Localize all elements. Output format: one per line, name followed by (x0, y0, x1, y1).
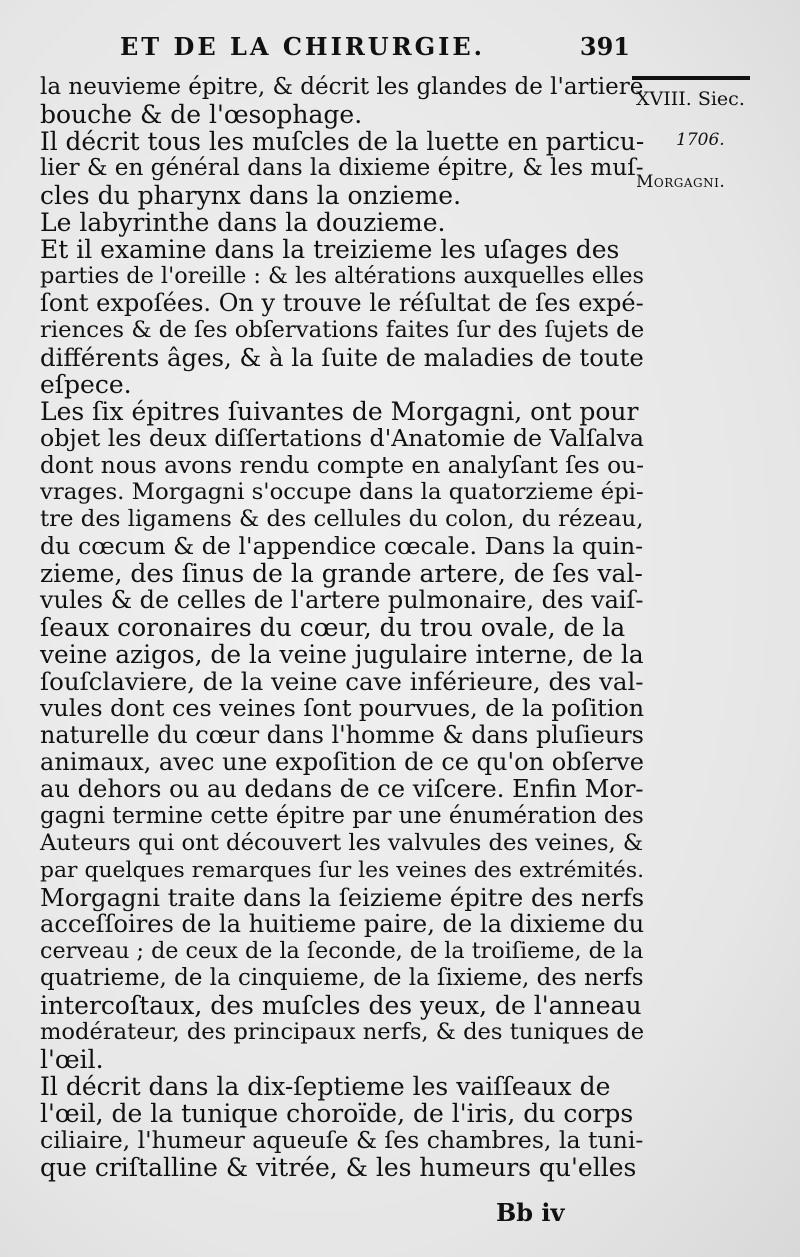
text-line: Il décrit dans la dix-ſeptieme les vaiſſeaux de (40, 1072, 611, 1101)
text-line: lier & en général dans la dixieme épitre, & les muſ- (40, 155, 644, 181)
text-line: intercoſtaux, des muſcles des yeux, de l'anneau (40, 991, 642, 1020)
margin-rule (632, 76, 750, 80)
text-line: cles du pharynx dans la onzieme. (40, 181, 462, 210)
text-line: au dehors ou au dedans de ce viſcere. Enfin Mor- (40, 775, 644, 803)
text-line: bouche & de l'œsophage. (40, 100, 363, 129)
text-line: parties de l'oreille : & les altérations auxquelles elles (40, 263, 644, 289)
text-line: du cœcum & de l'appendice cœcale. Dans la quin- (40, 532, 644, 560)
text-line: Le labyrinthe dans la douzieme. (40, 208, 446, 237)
text-line: tre des ligamens & des cellules du colon, du rézeau, (40, 506, 644, 532)
page-number: 391 (579, 32, 630, 61)
text-line: modérateur, des principaux nerfs, & des tuniques de (40, 1019, 645, 1045)
text-line: la neuvieme épitre, & décrit les glandes de l'artiere (40, 74, 644, 100)
text-line: acceſſoires de la huitieme paire, de la dixieme du (40, 910, 645, 938)
text-line: Il décrit tous les muſcles de la luette en particu- (40, 127, 645, 156)
text-line: ſont expoſées. On y trouve le réſultat de ſes expé- (40, 289, 644, 317)
text-line: riences & de ſes obſervations faites ſur des ſujets de (40, 317, 645, 343)
text-line: cerveau ; de ceux de la ſeconde, de la troiſieme, de la (40, 938, 644, 964)
text-line: Et il examine dans la treizieme les uſages des (40, 235, 620, 264)
text-line: eſpece. (40, 370, 132, 399)
text-line: par quelques remarques ſur les veines des extrémités. (40, 858, 645, 883)
text-line: que criſtalline & vitrée, & les humeurs qu'elles (40, 1153, 637, 1182)
page-header (120, 32, 630, 66)
margin-note-author: Morgagni. (636, 172, 726, 192)
text-line: zieme, des ſinus de la grande artere, de ſes val- (40, 559, 643, 588)
text-line: Auteurs qui ont découvert les valvules des veines, & (40, 830, 644, 856)
margin-note-century: XVIII. Siec. (636, 88, 745, 110)
text-line: ciliaire, l'humeur aqueuſe & ſes chambres, la tuni- (40, 1126, 644, 1154)
text-line: l'œil, de la tunique choroïde, de l'iris, du corps (40, 1099, 634, 1128)
text-line: vrages. Morgagni s'occupe dans la quatorzieme épi- (40, 479, 644, 505)
text-line: gagni termine cette épitre par une énumération des (40, 803, 644, 829)
text-line: Les ſix épitres ſuivantes de Morgagni, ont pour (40, 397, 639, 426)
text-line: Morgagni traite dans la ſeizieme épitre des nerfs (40, 883, 645, 912)
catchword: Bb iv (496, 1198, 565, 1227)
text-line: l'œil. (40, 1045, 104, 1074)
text-line: naturelle du cœur dans l'homme & dans pluſieurs (40, 721, 644, 749)
text-line: quatrieme, de la cinquieme, de la ſixieme, des nerfs (40, 965, 644, 991)
text-line: vules & de celles de l'artere pulmonaire, des vaiſ- (40, 586, 644, 614)
text-line: animaux, avec une expoſition de ce qu'on obſerve (40, 748, 644, 776)
text-line: ſouſclaviere, de la veine cave inférieure, des val- (40, 667, 644, 696)
text-line: veine azigos, de la veine jugulaire interne, de la (40, 640, 644, 669)
text-line: vules dont ces veines ſont pourvues, de la poſition (40, 694, 645, 722)
body-text (40, 74, 644, 1181)
text-line: objet les deux diſſertations d'Anatomie de Valſalva (40, 424, 645, 452)
text-line: ſeaux coronaires du cœur, du trou ovale, de la (40, 613, 626, 642)
running-head: ET DE LA CHIRURGIE. (120, 32, 486, 61)
margin-note-year: 1706. (676, 130, 725, 150)
text-line: dont nous avons rendu compte en analyſant ſes ou- (40, 452, 644, 479)
text-line: différents âges, & à la ſuite de maladies de toute (40, 343, 644, 372)
